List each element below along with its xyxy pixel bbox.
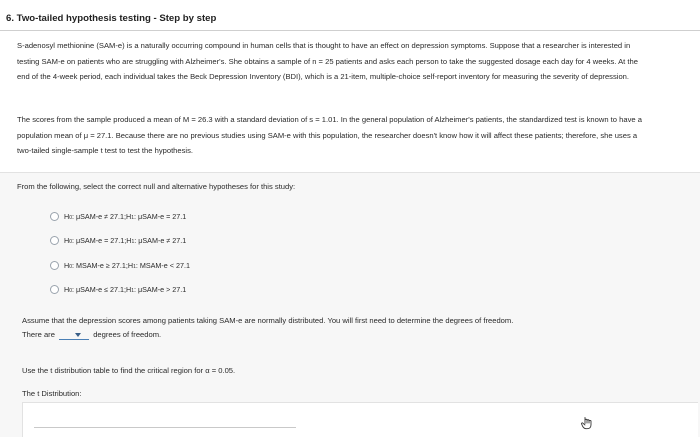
h0-statement: : μSAM-e ≤ 27.1; — [71, 284, 127, 294]
h1-subscript: 1 — [131, 239, 135, 245]
problem-paragraph-2: The scores from the sample produced a mean of M = 26.3 with a standard deviation of s = 1.01. In the general population of Alzheimer's patients, the standardized test is known to have a population mean of μ = 27.1. Because there are no previous studies using SAM-e with this population, the researcher doesn't know how it will affect these patients; therefore, she uses a two-tailed single-sample t test to test the hypothesis. — [17, 115, 642, 156]
h0-subscript: 0 — [69, 239, 72, 245]
h0-label: H — [64, 284, 70, 294]
h1-label: H — [126, 284, 132, 294]
degrees-of-freedom-dropdown[interactable] — [59, 330, 89, 340]
critical-region-instruction: Use the t distribution table to find the critical region for α = 0.05. — [22, 366, 236, 375]
h0-subscript: 0 — [69, 215, 72, 221]
title-divider — [0, 30, 700, 31]
hypothesis-option-4[interactable] — [50, 282, 186, 296]
h0-label: H — [64, 211, 70, 221]
dof-suffix: degrees of freedom. — [93, 330, 162, 339]
h0-statement: : μSAM-e = 27.1; — [71, 235, 127, 245]
assumption-text: Assume that the depression scores among patients taking SAM-e are normally distributed. You will first need to determine the degrees of freedom. — [22, 316, 514, 325]
h0-label: H — [64, 235, 70, 245]
h1-statement: : MSAM-e < 27.1 — [135, 260, 190, 270]
question-title: 6. Two-tailed hypothesis testing - Step by step — [6, 13, 217, 24]
hypothesis-option-1[interactable] — [50, 209, 186, 223]
hand-pointer-icon[interactable] — [580, 416, 594, 430]
h0-label: H — [64, 260, 70, 270]
h0-statement: : μSAM-e ≠ 27.1; — [71, 211, 127, 221]
h1-label: H — [126, 235, 132, 245]
h1-label: H — [127, 260, 134, 270]
t-distribution-tool[interactable] — [22, 402, 698, 437]
degrees-of-freedom-line — [22, 328, 642, 342]
hypothesis-option-3[interactable] — [50, 258, 190, 272]
problem-paragraph-1: S-adenosyl methionine (SAM-e) is a naturally occurring compound in human cells that is thought to have an effect on depression symptoms. Suppose that a researcher is interested in testing SAM-e on patients who are struggling with Alzheimer's. She obtains a sample of n = 25 patients and asks each person to take the suggested dosage each day for 4 weeks. At the end of the 4-week period, each individual takes the Beck Depression Inventory (BDI), which is a 21-item, multiple-choice self-report inventory for measuring the severity of depression. — [17, 41, 638, 82]
h0-subscript: 0 — [69, 288, 72, 294]
h1-subscript: 1 — [131, 215, 134, 221]
radio-button[interactable] — [50, 236, 59, 245]
hypothesis-option-2[interactable] — [50, 233, 186, 247]
h1-label: H — [126, 211, 132, 221]
t-distribution-axis — [34, 427, 296, 428]
assumption-block — [22, 314, 642, 342]
dof-prefix: There are — [22, 330, 55, 339]
radio-button[interactable] — [50, 212, 59, 221]
radio-button[interactable] — [50, 261, 59, 270]
chevron-down-icon — [75, 333, 81, 337]
t-distribution-label: The t Distribution: — [22, 389, 82, 398]
h1-statement: : μSAM-e > 27.1 — [134, 284, 187, 294]
h1-statement: : μSAM-e = 27.1 — [134, 211, 187, 221]
h1-subscript: 1 — [131, 288, 134, 294]
h1-statement: : μSAM-e ≠ 27.1 — [134, 235, 187, 245]
h0-subscript: 0 — [69, 264, 72, 270]
h1-subscript: 1 — [133, 264, 136, 270]
hypotheses-question: From the following, select the correct null and alternative hypotheses for this study: — [17, 182, 296, 191]
h0-statement: : MSAM-e ≥ 27.1; — [71, 260, 128, 270]
radio-button[interactable] — [50, 285, 59, 294]
